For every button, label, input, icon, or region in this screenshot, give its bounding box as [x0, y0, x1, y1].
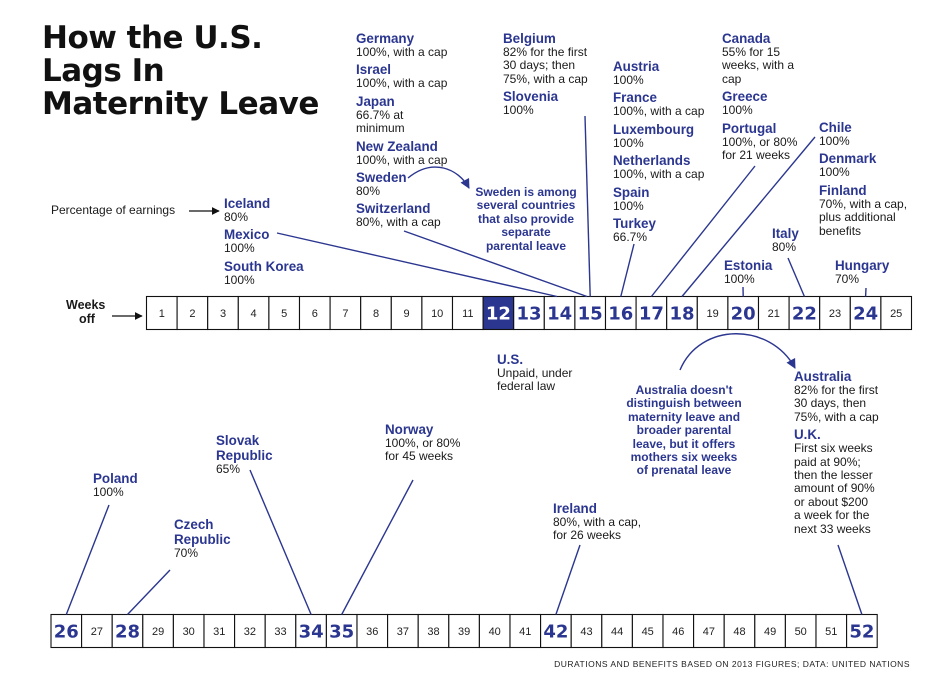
leader-line	[621, 244, 634, 297]
week-number: 27	[90, 626, 104, 638]
week-number: 14	[547, 303, 573, 325]
week-number: 47	[702, 626, 716, 638]
week-number: 17	[638, 303, 664, 325]
benefit-text: minimum	[356, 121, 405, 136]
leader-line	[128, 570, 171, 615]
country-name: Slovenia	[503, 89, 559, 105]
country-name: Japan	[356, 93, 395, 109]
leader-line	[66, 505, 109, 615]
week-number: 15	[577, 303, 603, 325]
benefit-text: 82% for the first	[794, 383, 879, 397]
country-name: Canada	[722, 31, 771, 46]
benefit-text: for 26 weeks	[553, 528, 622, 543]
benefit-text: weeks, with a	[722, 58, 795, 73]
note-line: Australia doesn't	[635, 383, 733, 397]
source-footnote: DURATIONS AND BENEFITS BASED ON 2013 FIGURES; DATA: UNITED NATIONS	[554, 659, 910, 669]
week-number: 1	[158, 308, 165, 320]
benefit-text: 30 days; then	[503, 58, 576, 73]
benefit-text: 100%, with a cap	[356, 76, 448, 91]
benefit-text: 70%, with a cap,	[819, 196, 908, 211]
country-name: Iceland	[224, 196, 271, 211]
week-number: 28	[114, 621, 141, 643]
week-number: 25	[890, 308, 903, 320]
country-name: U.S.	[497, 352, 524, 367]
note-line: mothers six weeks	[630, 450, 738, 465]
benefit-text: plus additional	[819, 210, 896, 225]
country-name: Ireland	[553, 501, 597, 516]
week-number: 40	[488, 626, 501, 638]
week-number: 10	[431, 308, 444, 320]
benefit-text: a week for the	[794, 508, 870, 523]
week-number: 9	[403, 308, 410, 320]
benefit-text: 100%	[224, 241, 255, 256]
week-number: 34	[298, 621, 324, 643]
note-line: parental leave	[485, 238, 567, 253]
week-number: 29	[151, 626, 165, 638]
week-number: 46	[672, 626, 685, 638]
week-number: 2	[189, 308, 196, 320]
country-name: New Zealand	[356, 138, 438, 154]
title-line: Lags In	[42, 53, 165, 89]
benefit-text: 65%	[216, 462, 241, 476]
benefit-text: 100%	[722, 103, 753, 118]
week-number: 18	[669, 303, 695, 325]
week-number: 26	[53, 621, 79, 643]
country-name: Australia	[794, 369, 852, 384]
benefit-text: 80%	[224, 210, 249, 224]
week-number: 24	[853, 303, 879, 325]
weeks-label-line: Weeks	[66, 298, 106, 312]
country-name: Estonia	[724, 258, 773, 273]
country-name: Sweden	[356, 170, 407, 186]
note-line: maternity leave and	[627, 409, 741, 424]
leader-line	[250, 470, 311, 615]
note-line: that also provide	[477, 211, 575, 226]
note-line: of prenatal leave	[636, 463, 732, 478]
week-number: 8	[372, 308, 380, 320]
country-name: Spain	[613, 184, 650, 200]
week-number: 13	[516, 303, 542, 325]
benefit-text: next 33 weeks	[794, 521, 871, 536]
benefit-text: benefits	[819, 223, 862, 238]
leader-line	[585, 116, 590, 297]
leader-line	[838, 545, 862, 615]
note-line: broader parental	[636, 423, 732, 438]
week-number: 19	[706, 308, 719, 320]
week-number: 42	[543, 621, 569, 643]
sweden-note-arrow	[408, 167, 469, 188]
country-name: U.K.	[794, 427, 821, 443]
benefit-text: 70%	[835, 272, 860, 286]
note-line: leave, but it offers	[632, 436, 736, 451]
week-number: 6	[311, 308, 318, 320]
benefit-text: cap	[722, 71, 742, 86]
benefit-text: 100%, with a cap	[613, 167, 705, 182]
week-number: 51	[825, 626, 838, 638]
country-name: Greece	[722, 89, 768, 105]
benefit-text: or about $200	[794, 494, 869, 509]
benefit-text: then the lesser	[794, 468, 873, 483]
country-name: Germany	[356, 31, 415, 46]
country-name: Italy	[772, 226, 799, 241]
week-number: 16	[608, 303, 634, 325]
week-number: 32	[243, 626, 257, 638]
benefit-text: amount of 90%	[794, 481, 875, 496]
country-name: Republic	[174, 532, 231, 547]
week-number: 41	[519, 626, 532, 638]
week-number: 50	[794, 626, 807, 638]
benefit-text: 100%, with a cap	[613, 104, 705, 119]
country-name: Poland	[93, 471, 138, 486]
australia-note-arrow	[680, 334, 795, 370]
country-name: Slovak	[216, 433, 260, 448]
leader-line	[277, 233, 557, 297]
note-line: several countries	[476, 198, 576, 213]
week-number: 36	[366, 626, 379, 638]
country-name: Hungary	[835, 258, 890, 273]
benefit-text: 100%, or 80%	[385, 436, 461, 450]
week-number: 52	[849, 621, 875, 643]
week-number: 11	[462, 308, 474, 320]
week-number: 43	[580, 626, 593, 638]
note-line: separate	[501, 225, 551, 240]
title-line: Maternity Leave	[42, 86, 319, 122]
benefit-text: Unpaid, under	[497, 366, 573, 380]
week-number: 5	[281, 308, 288, 320]
country-name: Chile	[819, 120, 852, 135]
benefit-text: 100%, or 80%	[722, 134, 798, 149]
percentage-of-earnings-label: Percentage of earnings	[51, 203, 176, 217]
leader-line	[556, 545, 580, 615]
benefit-text: 100%	[613, 73, 644, 87]
week-number: 21	[767, 308, 780, 320]
week-number: 22	[791, 303, 817, 325]
country-name: Luxembourg	[613, 121, 695, 137]
country-name: Netherlands	[613, 153, 691, 169]
benefit-text: 82% for the first	[503, 45, 588, 59]
benefit-text: 70%	[174, 546, 199, 560]
country-name: France	[613, 90, 657, 106]
benefit-text: 100%	[724, 272, 755, 286]
country-name: Austria	[613, 59, 660, 74]
benefit-text: 80%	[772, 240, 797, 254]
country-name: Turkey	[613, 216, 656, 232]
week-number: 45	[641, 626, 654, 638]
benefit-text: federal law	[497, 379, 556, 394]
benefit-text: 100%	[613, 135, 644, 150]
country-name: Republic	[216, 448, 273, 463]
title-line: How the U.S.	[42, 20, 263, 56]
benefit-text: 100%, with a cap	[356, 45, 448, 59]
week-number: 4	[250, 308, 257, 320]
benefit-text: 100%	[503, 103, 534, 118]
benefit-text: 55% for 15	[722, 45, 781, 59]
country-name: Norway	[385, 422, 434, 437]
benefit-text: 100%	[819, 134, 850, 148]
week-number: 3	[219, 308, 227, 320]
week-number: 38	[427, 626, 440, 638]
week-number: 39	[457, 626, 471, 638]
benefit-text: for 45 weeks	[385, 449, 454, 464]
benefit-text: 100%	[224, 272, 255, 287]
week-number: 23	[828, 308, 842, 320]
leader-line	[788, 258, 804, 297]
country-name: Finland	[819, 182, 867, 198]
leader-line	[342, 480, 413, 615]
week-number: 49	[763, 626, 777, 638]
benefit-text: 100%, with a cap	[356, 152, 448, 167]
country-name: Israel	[356, 62, 391, 78]
benefit-text: 80%, with a cap	[356, 215, 441, 230]
week-number: 31	[213, 626, 226, 638]
week-number: 35	[329, 621, 355, 643]
benefit-text: 75%, with a cap	[503, 71, 588, 86]
week-number: 44	[610, 626, 624, 638]
note-line: Sweden is among	[475, 185, 577, 199]
weeks-label-line: off	[79, 312, 95, 326]
note-line: distinguish between	[626, 396, 742, 411]
benefit-text: 100%	[93, 485, 124, 499]
benefit-text: for 21 weeks	[722, 148, 791, 163]
week-number: 7	[342, 308, 349, 320]
country-name: Portugal	[722, 120, 777, 136]
week-number: 30	[182, 626, 195, 638]
country-name: Belgium	[503, 31, 556, 46]
benefit-text: paid at 90%;	[794, 454, 861, 469]
week-number: 20	[730, 303, 756, 325]
country-name: South Korea	[224, 258, 304, 274]
week-number: 33	[274, 626, 287, 638]
country-name: Switzerland	[356, 201, 431, 217]
benefit-text: 66.7% at	[356, 107, 404, 122]
benefit-text: 30 days, then	[794, 396, 867, 411]
leader-line	[651, 166, 755, 297]
benefit-text: 100%	[819, 165, 850, 180]
week-number: 12	[485, 303, 511, 325]
benefit-text: 66.7%	[613, 230, 648, 245]
benefit-text: 75%, with a cap	[794, 409, 879, 424]
benefit-text: 80%, with a cap,	[553, 515, 642, 529]
week-number: 48	[733, 626, 746, 638]
leader-line	[682, 134, 815, 297]
benefit-text: 100%	[613, 198, 644, 213]
week-number: 37	[396, 626, 410, 638]
country-name: Denmark	[819, 151, 877, 167]
benefit-text: First six weeks	[794, 441, 873, 456]
country-name: Mexico	[224, 227, 270, 243]
country-name: Czech	[174, 517, 214, 532]
leader-line	[404, 231, 587, 297]
benefit-text: 80%	[356, 184, 381, 199]
